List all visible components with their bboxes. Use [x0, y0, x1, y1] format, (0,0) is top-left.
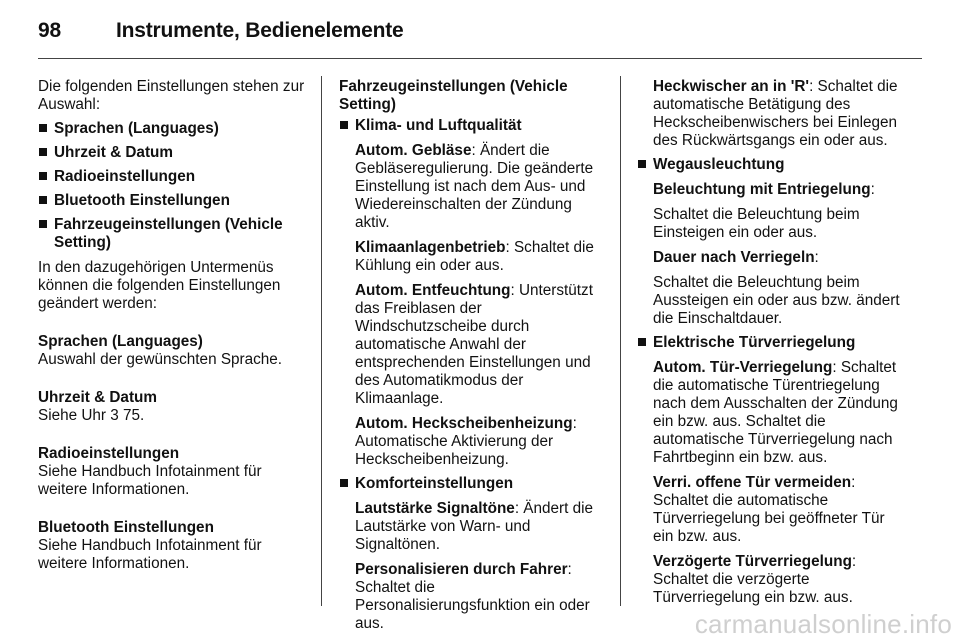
bullet-item: Uhrzeit & Datum [38, 144, 306, 162]
column-right [637, 78, 902, 607]
bullet-item: Komforteinstellungen [339, 475, 604, 493]
page-reference: 3 75. [110, 407, 145, 424]
bullet-square-icon [39, 196, 47, 204]
setting-entry: Heckwischer an in 'R': Schaltet die automatische Betätigung des Heckscheibenwischers bei Einlegen des Rückwärtsgangs ein oder aus. [653, 78, 898, 149]
bullet-square-icon [39, 220, 47, 228]
page-number: 98 [38, 19, 61, 42]
setting-entry: Beleuchtung mit Entriegelung: [653, 181, 875, 198]
bullet-item: Wegausleuchtung [637, 156, 902, 174]
bullet-item: Radioeinstellungen [38, 168, 306, 186]
section-text: Auswahl der gewünschten Sprache. [38, 351, 283, 368]
column-divider [620, 76, 621, 606]
setting-entry: Lautstärke Signaltöne: Ändert die Lautstärke von Warn- und Signaltönen. [355, 500, 594, 553]
setting-entry: Dauer nach Verriegeln: [653, 249, 819, 266]
setting-entry: Autom. Tür-Verriegelung: Schaltet die automatische Türentriegelung nach dem Ausschalten der Zündung ein bzw. aus. Schaltet die automatische Türverriegelung nach Fahrtbeginn ein bzw. aus. [653, 359, 898, 466]
bullet-item: Klima- und Luftqualität [339, 117, 604, 135]
header-rule [38, 58, 922, 59]
setting-text: Schaltet die Beleuchtung beim Aussteigen ein oder aus bzw. ändert die Einschaltdauer. [653, 274, 900, 327]
setting-entry: Verzögerte Türverriegelung: Schaltet die verzögerte Türverriegelung ein bzw. aus. [653, 553, 857, 606]
setting-entry: Personalisieren durch Fahrer: Schaltet die Personalisierungsfunktion ein oder aus. [355, 561, 590, 632]
bullet-square-icon [638, 338, 646, 346]
section-heading: Fahrzeugeinstellungen (Vehicle Setting) [339, 78, 568, 113]
bullet-item: Sprachen (Languages) [38, 120, 306, 138]
setting-entry: Autom. Heckscheibenheizung: Automatische Aktivierung der Heckscheibenheizung. [355, 415, 577, 468]
setting-entry: Autom. Entfeuchtung: Unterstützt das Freiblasen der Windschutzscheibe durch automatische Anwahl der entsprechenden Einstellungen und des Automatikmodus der Klimaanlage. [355, 282, 593, 407]
bullet-item: Bluetooth Einstellungen [38, 192, 306, 210]
page-title: Instrumente, Bedienelemente [116, 19, 404, 42]
bullet-square-icon [638, 160, 646, 168]
column-divider [321, 76, 322, 606]
bullet-item: Elektrische Türverriegelung [637, 334, 902, 352]
intro-text: Die folgenden Einstellungen stehen zur Auswahl: [38, 78, 305, 113]
section-text: Siehe Handbuch Infotainment für weitere Informationen. [38, 537, 262, 572]
bullet-item: Fahrzeugeinstellungen (Vehicle Setting) [38, 216, 306, 252]
column-middle [339, 78, 604, 633]
page-header [38, 19, 404, 43]
setting-entry: Klimaanlagenbetrieb: Schaltet die Kühlung ein oder aus. [355, 239, 594, 274]
bullet-square-icon [39, 172, 47, 180]
setting-entry: Verri. offene Tür vermeiden: Schaltet die automatische Türverriegelung bei geöffneter Tür ein bzw. aus. [653, 474, 885, 545]
section-heading: Bluetooth Einstellungen [38, 519, 214, 536]
section-text: Siehe Uhr 3 75. [38, 407, 145, 424]
setting-entry: Autom. Gebläse: Ändert die Gebläseregulierung. Die geänderte Einstellung ist nach dem Aus- und Wiedereinschalten der Zündung aktiv. [355, 142, 594, 231]
bullet-square-icon [340, 121, 348, 129]
section-heading: Uhrzeit & Datum [38, 389, 157, 406]
section-heading: Sprachen (Languages) [38, 333, 203, 350]
section-text: Siehe Handbuch Infotainment für weitere Informationen. [38, 463, 262, 498]
watermark: carmanualsonline.info [694, 609, 952, 639]
bullet-square-icon [340, 479, 348, 487]
submenu-text: In den dazugehörigen Untermenüs können die folgenden Einstellungen geändert werden: [38, 259, 281, 312]
bullet-square-icon [39, 124, 47, 132]
column-left [38, 78, 306, 573]
setting-text: Schaltet die Beleuchtung beim Einsteigen ein oder aus. [653, 206, 860, 241]
section-heading: Radioeinstellungen [38, 445, 180, 462]
bullet-square-icon [39, 148, 47, 156]
